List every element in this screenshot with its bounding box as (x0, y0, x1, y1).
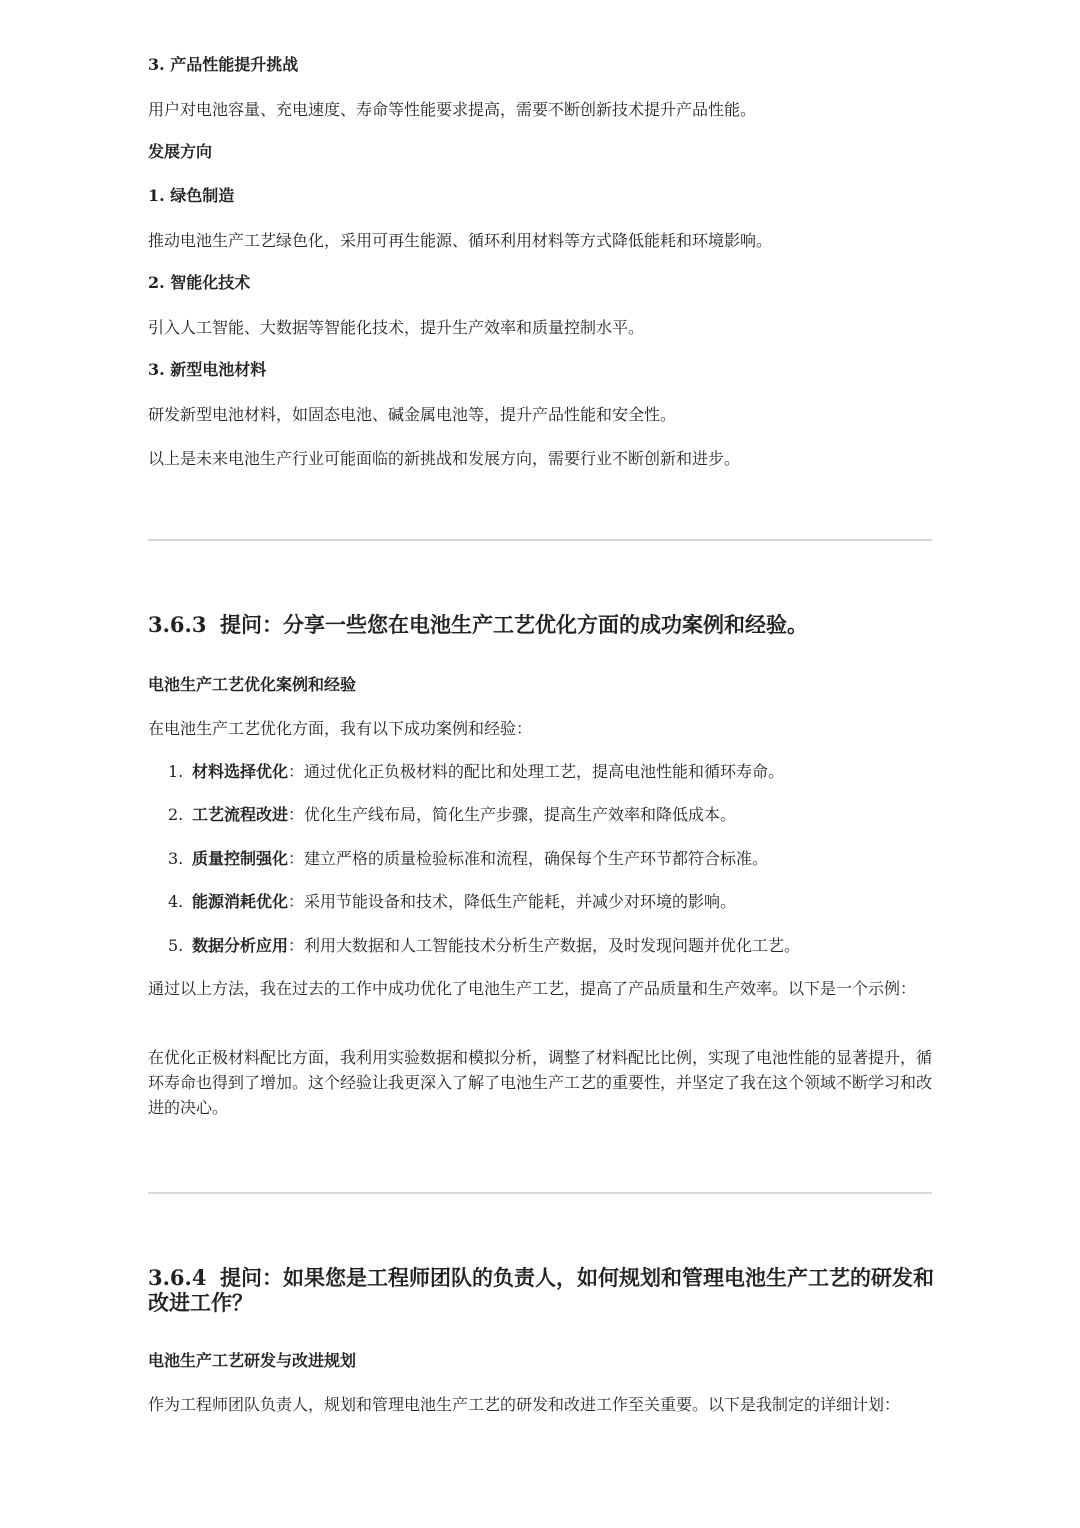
list-item-label: 能源消耗优化 (192, 892, 289, 911)
section-363-intro: 在电池生产工艺优化方面，我有以下成功案例和经验： (148, 719, 533, 738)
dir2-text: 引入人工智能、大数据等智能化技术，提升生产效率和质量控制水平。 (148, 318, 645, 337)
section-363-para2: 在优化正极材料配比方面，我利用实验数据和模拟分析，调整了材料配比比例，实现了电池性能的显著提升，循环寿命也得到了增加。这个经验让我更深入了解了电池生产工艺的重要性，并坚定了我在这个领域不断学习和改进的决心。 (148, 1048, 933, 1117)
section-364-heading (148, 1265, 938, 1315)
list-item-text: ：通过优化正负极材料的配比和处理工艺，提高电池性能和循环寿命。 (288, 762, 785, 781)
section-364-subheading: 电池生产工艺研发与改进规划 (148, 1351, 357, 1370)
list-item-text: ：采用节能设备和技术，降低生产能耗，并减少对环境的影响。 (288, 892, 737, 911)
section-363-para1: 通过以上方法，我在过去的工作中成功优化了电池生产工艺，提高了产品质量和生产效率。以下是一个示例： (148, 979, 917, 998)
section-363-heading (148, 612, 938, 637)
direction-heading: 发展方向 (148, 142, 213, 161)
section-364-intro: 作为工程师团队负责人，规划和管理电池生产工艺的研发和改进工作至关重要。以下是我制定的详细计划： (148, 1395, 901, 1414)
list-item: 5. 数据分析应用：利用大数据和人工智能技术分析生产数据，及时发现问题并优化工艺。 (168, 936, 801, 955)
list-item-label: 材料选择优化 (192, 762, 289, 781)
list-item: 3. 质量控制强化：建立严格的质量检验标准和流程，确保每个生产环节都符合标准。 (168, 849, 769, 868)
list-item-text: ：优化生产线布局，简化生产步骤，提高生产效率和降低成本。 (288, 805, 737, 824)
dir1-heading: 1. 绿色制造 (148, 186, 235, 205)
dir3-text: 研发新型电池材料，如固态电池、碱金属电池等，提升产品性能和安全性。 (148, 405, 677, 424)
section-divider (148, 1192, 932, 1194)
list-item-label: 工艺流程改进 (192, 805, 289, 824)
list-item-text: ：利用大数据和人工智能技术分析生产数据，及时发现问题并优化工艺。 (288, 936, 801, 955)
section-363-title: 提问：分享一些您在电池生产工艺优化方面的成功案例和经验。 (220, 612, 808, 637)
dir1-text: 推动电池生产工艺绿色化，采用可再生能源、循环利用材料等方式降低能耗和环境影响。 (148, 231, 773, 250)
list-item: 4. 能源消耗优化：采用节能设备和技术，降低生产能耗，并减少对环境的影响。 (168, 892, 737, 911)
section-divider (148, 539, 932, 541)
challenge3-heading: 3. 产品性能提升挑战 (148, 55, 299, 74)
list-item: 1. 材料选择优化：通过优化正负极材料的配比和处理工艺，提高电池性能和循环寿命。 (168, 762, 785, 781)
list-item: 2. 工艺流程改进：优化生产线布局，简化生产步骤，提高生产效率和降低成本。 (168, 805, 737, 824)
dir3-heading: 3. 新型电池材料 (148, 360, 267, 379)
challenge3-text: 用户对电池容量、充电速度、寿命等性能要求提高，需要不断创新技术提升产品性能。 (148, 100, 757, 119)
list-item-label: 数据分析应用 (192, 936, 289, 955)
section-363-subheading: 电池生产工艺优化案例和经验 (148, 675, 357, 694)
summary-text: 以上是未来电池生产行业可能面临的新挑战和发展方向，需要行业不断创新和进步。 (148, 449, 741, 468)
section-364-number: 3.6.4 (148, 1265, 207, 1290)
section-364-title: 提问：如果您是工程师团队的负责人，如何规划和管理电池生产工艺的研发和改进工作？ (148, 1265, 934, 1315)
dir2-heading: 2. 智能化技术 (148, 273, 251, 292)
list-item-text: ：建立严格的质量检验标准和流程，确保每个生产环节都符合标准。 (288, 849, 769, 868)
list-item-label: 质量控制强化 (192, 849, 289, 868)
section-363-number: 3.6.3 (148, 612, 207, 637)
